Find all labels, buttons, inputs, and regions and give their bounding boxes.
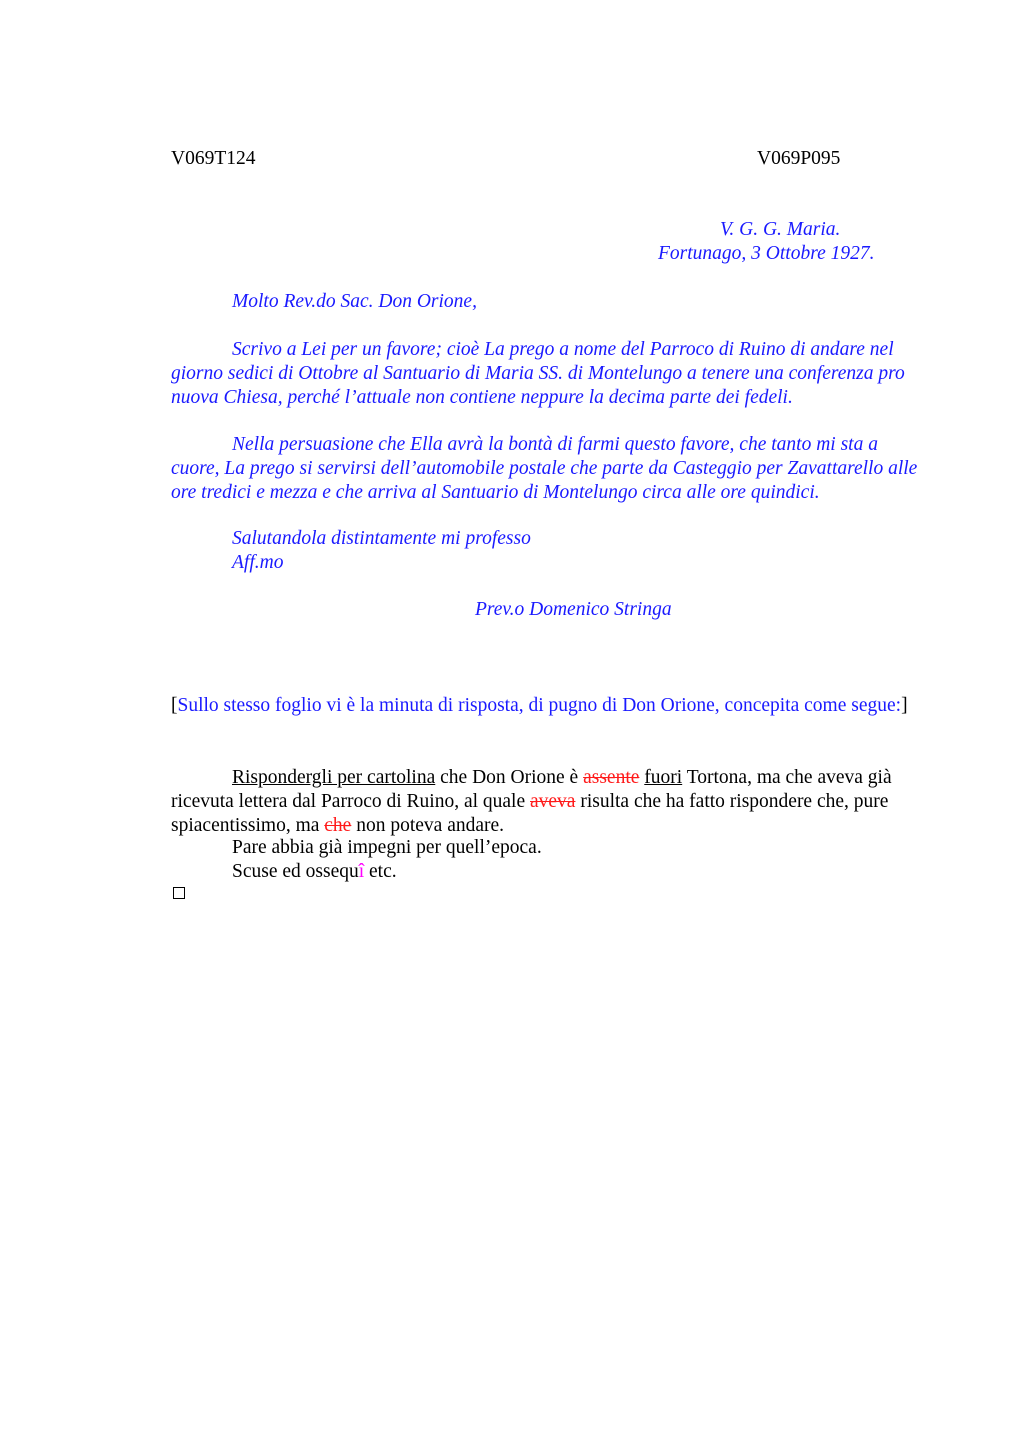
draft-deleted-word-2: aveva bbox=[530, 790, 576, 812]
letter-paragraph-2: Nella persuasione che Ella avrà la bontà di farmi questo favore, che tanto mi sta a cuore, La prego si servirsi dell’automobile postale che parte da Casteggio per Zavattarello alle ore tredici e mezza e che arriva al Santuario di Montelungo circa alle ore quindici. bbox=[171, 434, 918, 503]
draft-line-3-end: etc. bbox=[364, 861, 397, 882]
draft-text-5: non poteva andare. bbox=[351, 814, 505, 836]
draft-text-3: Tortona, ma che aveva già ricevuta lettera dal Parroco di Ruino, al quale bbox=[171, 767, 892, 812]
editor-note-close-bracket: ] bbox=[901, 695, 908, 716]
reference-code-right: V069P095 bbox=[757, 148, 841, 169]
draft-special-char: î bbox=[358, 861, 365, 882]
letter-invocation: V. G. G. Maria. bbox=[720, 219, 841, 240]
letter-signature: Prev.o Domenico Stringa bbox=[475, 599, 672, 620]
letter-place-date: Fortunago, 3 Ottobre 1927. bbox=[658, 243, 875, 264]
draft-underlined-opening: Rispondergli per cartolina bbox=[232, 767, 436, 788]
reference-code-left: V069T124 bbox=[171, 148, 256, 169]
draft-reply-paragraph bbox=[171, 766, 923, 837]
letter-salutation: Molto Rev.do Sac. Don Orione, bbox=[232, 291, 477, 312]
letter-closing: Salutandola distintamente mi professo bbox=[232, 528, 531, 549]
draft-deleted-word-1: assente bbox=[583, 767, 640, 788]
draft-line-3 bbox=[232, 861, 397, 883]
letter-paragraph-1: Scrivo a Lei per un favore; cioè La prego a nome del Parroco di Ruino di andare nel giorno sedici di Ottobre al Santuario di Maria SS. di Montelungo a tenere una conferenza pro nuova Chiesa, perché l’attuale non contiene neppure la decima parte dei fedeli. bbox=[171, 339, 905, 408]
letter-closing-affmo: Aff.mo bbox=[232, 552, 284, 573]
end-marker-square-icon bbox=[173, 887, 185, 899]
editor-note bbox=[171, 694, 923, 718]
draft-line-3-start: Scuse ed ossequ bbox=[232, 861, 359, 882]
draft-underlined-word: fuori bbox=[644, 767, 683, 788]
editor-note-text: Sullo stesso foglio vi è la minuta di risposta, di pugno di Don Orione, concepita come segue: bbox=[177, 695, 902, 716]
draft-text-4: risulta che ha fatto rispondere che, pure spiacentissimo, ma bbox=[171, 790, 889, 836]
draft-text-1: che Don Orione è bbox=[435, 767, 584, 788]
draft-line-2: Pare abbia già impegni per quell’epoca. bbox=[232, 837, 542, 858]
draft-deleted-word-3: che bbox=[324, 814, 352, 836]
editor-note-open-bracket: [ bbox=[171, 695, 178, 716]
